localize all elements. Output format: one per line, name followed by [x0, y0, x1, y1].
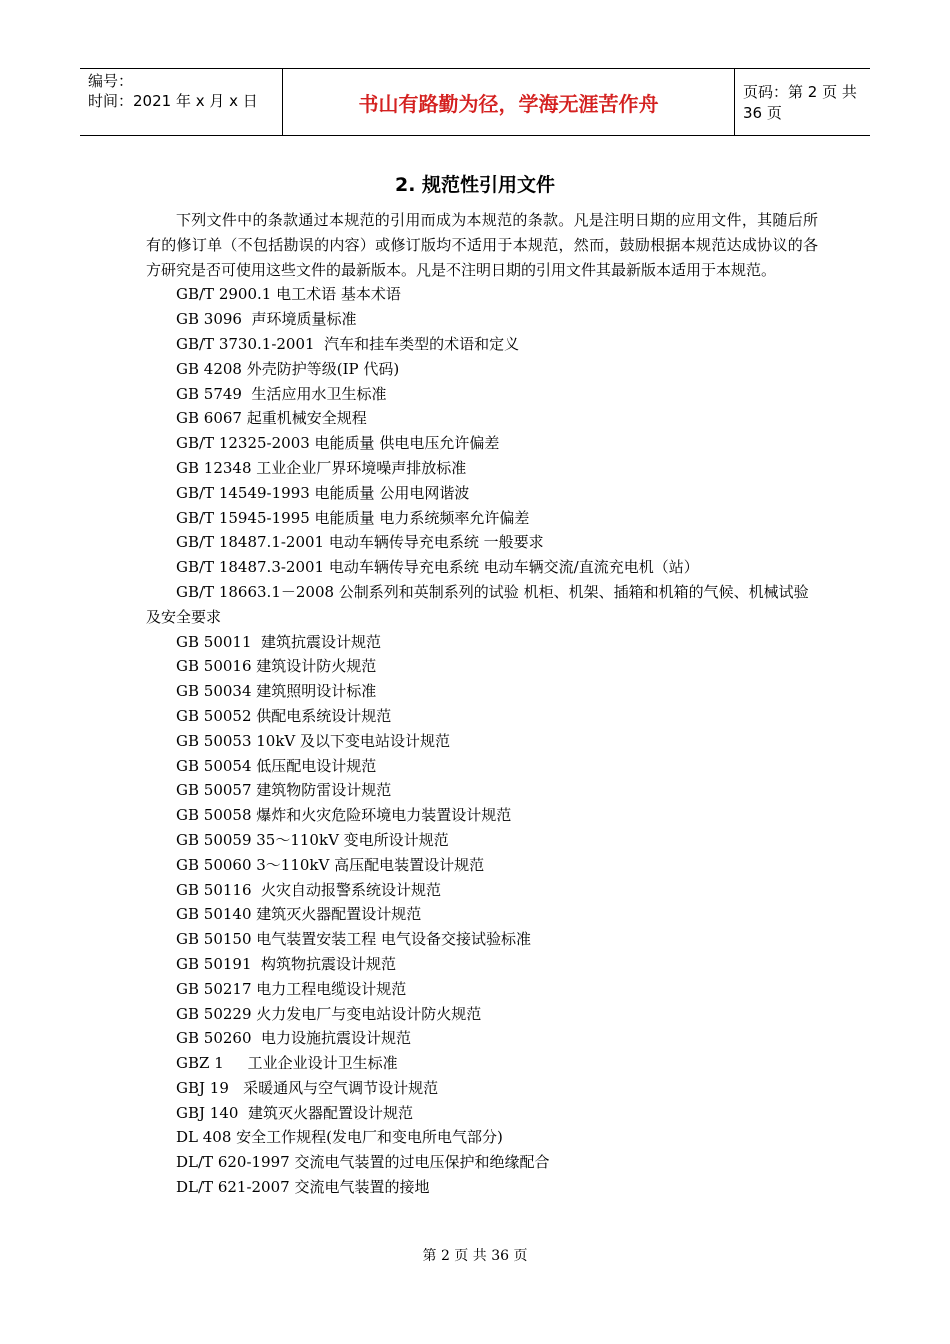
reference-item: GB 50150 电气装置安装工程 电气设备交接试验标准 — [176, 930, 532, 949]
section-title: 2. 规范性引用文件 — [394, 174, 556, 196]
header-page-info: 页码：第 2 页 共 36 页 — [743, 83, 857, 122]
reference-item: GB/T 14549-1993 电能质量 公用电网谐波 — [176, 483, 470, 502]
intro-paragraph: 下列文件中的条款通过本规范的引用而成为本规范的条款。凡是注明日期的应用文件，其随后所有的修订单（不包括勘误的内容）或修订版均不适用于本规范，然而，鼓励根据本规范达成协议的各方研究是否可使用这些文件的最新版本。凡是不注明日期的引用文件其最新版本适用于本规范。 — [146, 211, 818, 279]
reference-item: GB 50229 火力发电厂与变电站设计防火规范 — [176, 1004, 482, 1023]
document-number-label: 编号： — [88, 72, 134, 90]
reference-item: GBZ 1 工业企业设计卫生标准 — [176, 1054, 398, 1073]
reference-item: GB 50260 电力设施抗震设计规范 — [176, 1029, 412, 1048]
reference-item: GB/T 18663.1－2008 公制系列和英制系列的试验 机柜、机架、插箱和机箱的气候、机械试验及安全要求 — [146, 582, 809, 626]
reference-item: GBJ 19 采暖通风与空气调节设计规范 — [176, 1078, 439, 1097]
reference-item: GB 50054 低压配电设计规范 — [176, 756, 377, 775]
reference-item: GB 6067 起重机械安全规程 — [176, 409, 367, 428]
reference-item: GBJ 140 建筑灭火器配置设计规范 — [176, 1103, 413, 1122]
header-motto: 书山有路勤为径，学海无涯苦作舟 — [282, 69, 735, 135]
reference-item: GB/T 15945-1995 电能质量 电力系统频率允许偏差 — [176, 508, 530, 527]
reference-item: GB 12348 工业企业厂界环境噪声排放标准 — [176, 458, 467, 477]
reference-item: GB 50016 建筑设计防火规范 — [176, 657, 377, 676]
reference-item: DL/T 620-1997 交流电气装置的过电压保护和绝缘配合 — [176, 1153, 550, 1172]
reference-item: GB/T 18487.3-2001 电动车辆传导充电系统 电动车辆交流/直流充电机（站） — [176, 558, 699, 577]
reference-item: GB 50058 爆炸和火灾危险环境电力装置设计规范 — [176, 806, 512, 825]
reference-item: GB/T 3730.1-2001 汽车和挂车类型的术语和定义 — [176, 334, 520, 353]
reference-item: GB 50034 建筑照明设计标准 — [176, 682, 377, 701]
reference-item: GB 50140 建筑灭火器配置设计规范 — [176, 905, 422, 924]
reference-item: DL 408 安全工作规程(发电厂和变电所电气部分) — [176, 1128, 503, 1147]
reference-item: GB 4208 外壳防护等级(IP 代码) — [176, 359, 400, 378]
header-meta — [80, 69, 282, 135]
reference-item: DL/T 621-2007 交流电气装置的接地 — [176, 1178, 430, 1197]
document-time: 时间：2021 年 x 月 x 日 — [88, 92, 258, 110]
reference-item: GB 5749 生活应用水卫生标准 — [176, 384, 387, 403]
page-footer: 第 2 页 共 36 页 — [422, 1248, 528, 1264]
reference-item: GB 50217 电力工程电缆设计规范 — [176, 979, 407, 998]
reference-item: GB 50191 构筑物抗震设计规范 — [176, 954, 397, 973]
page-header — [80, 68, 870, 136]
reference-item: GB/T 2900.1 电工术语 基本术语 — [176, 285, 401, 304]
document-body — [146, 208, 818, 1200]
reference-item: GB 50057 建筑物防雷设计规范 — [176, 781, 392, 800]
reference-item: GB 50060 3～110kV 高压配电装置设计规范 — [176, 855, 485, 874]
reference-item: GB 50053 10kV 及以下变电站设计规范 — [176, 731, 451, 750]
reference-item: GB/T 18487.1-2001 电动车辆传导充电系统 一般要求 — [176, 533, 544, 552]
reference-item: GB 50011 建筑抗震设计规范 — [176, 632, 382, 651]
reference-item: GB/T 12325-2003 电能质量 供电电压允许偏差 — [176, 434, 500, 453]
reference-item: GB 50052 供配电系统设计规范 — [176, 706, 392, 725]
reference-item: GB 3096 声环境质量标准 — [176, 310, 357, 329]
reference-item: GB 50059 35～110kV 变电所设计规范 — [176, 830, 449, 849]
reference-item: GB 50116 火灾自动报警系统设计规范 — [176, 880, 442, 899]
reference-list — [146, 282, 818, 1199]
